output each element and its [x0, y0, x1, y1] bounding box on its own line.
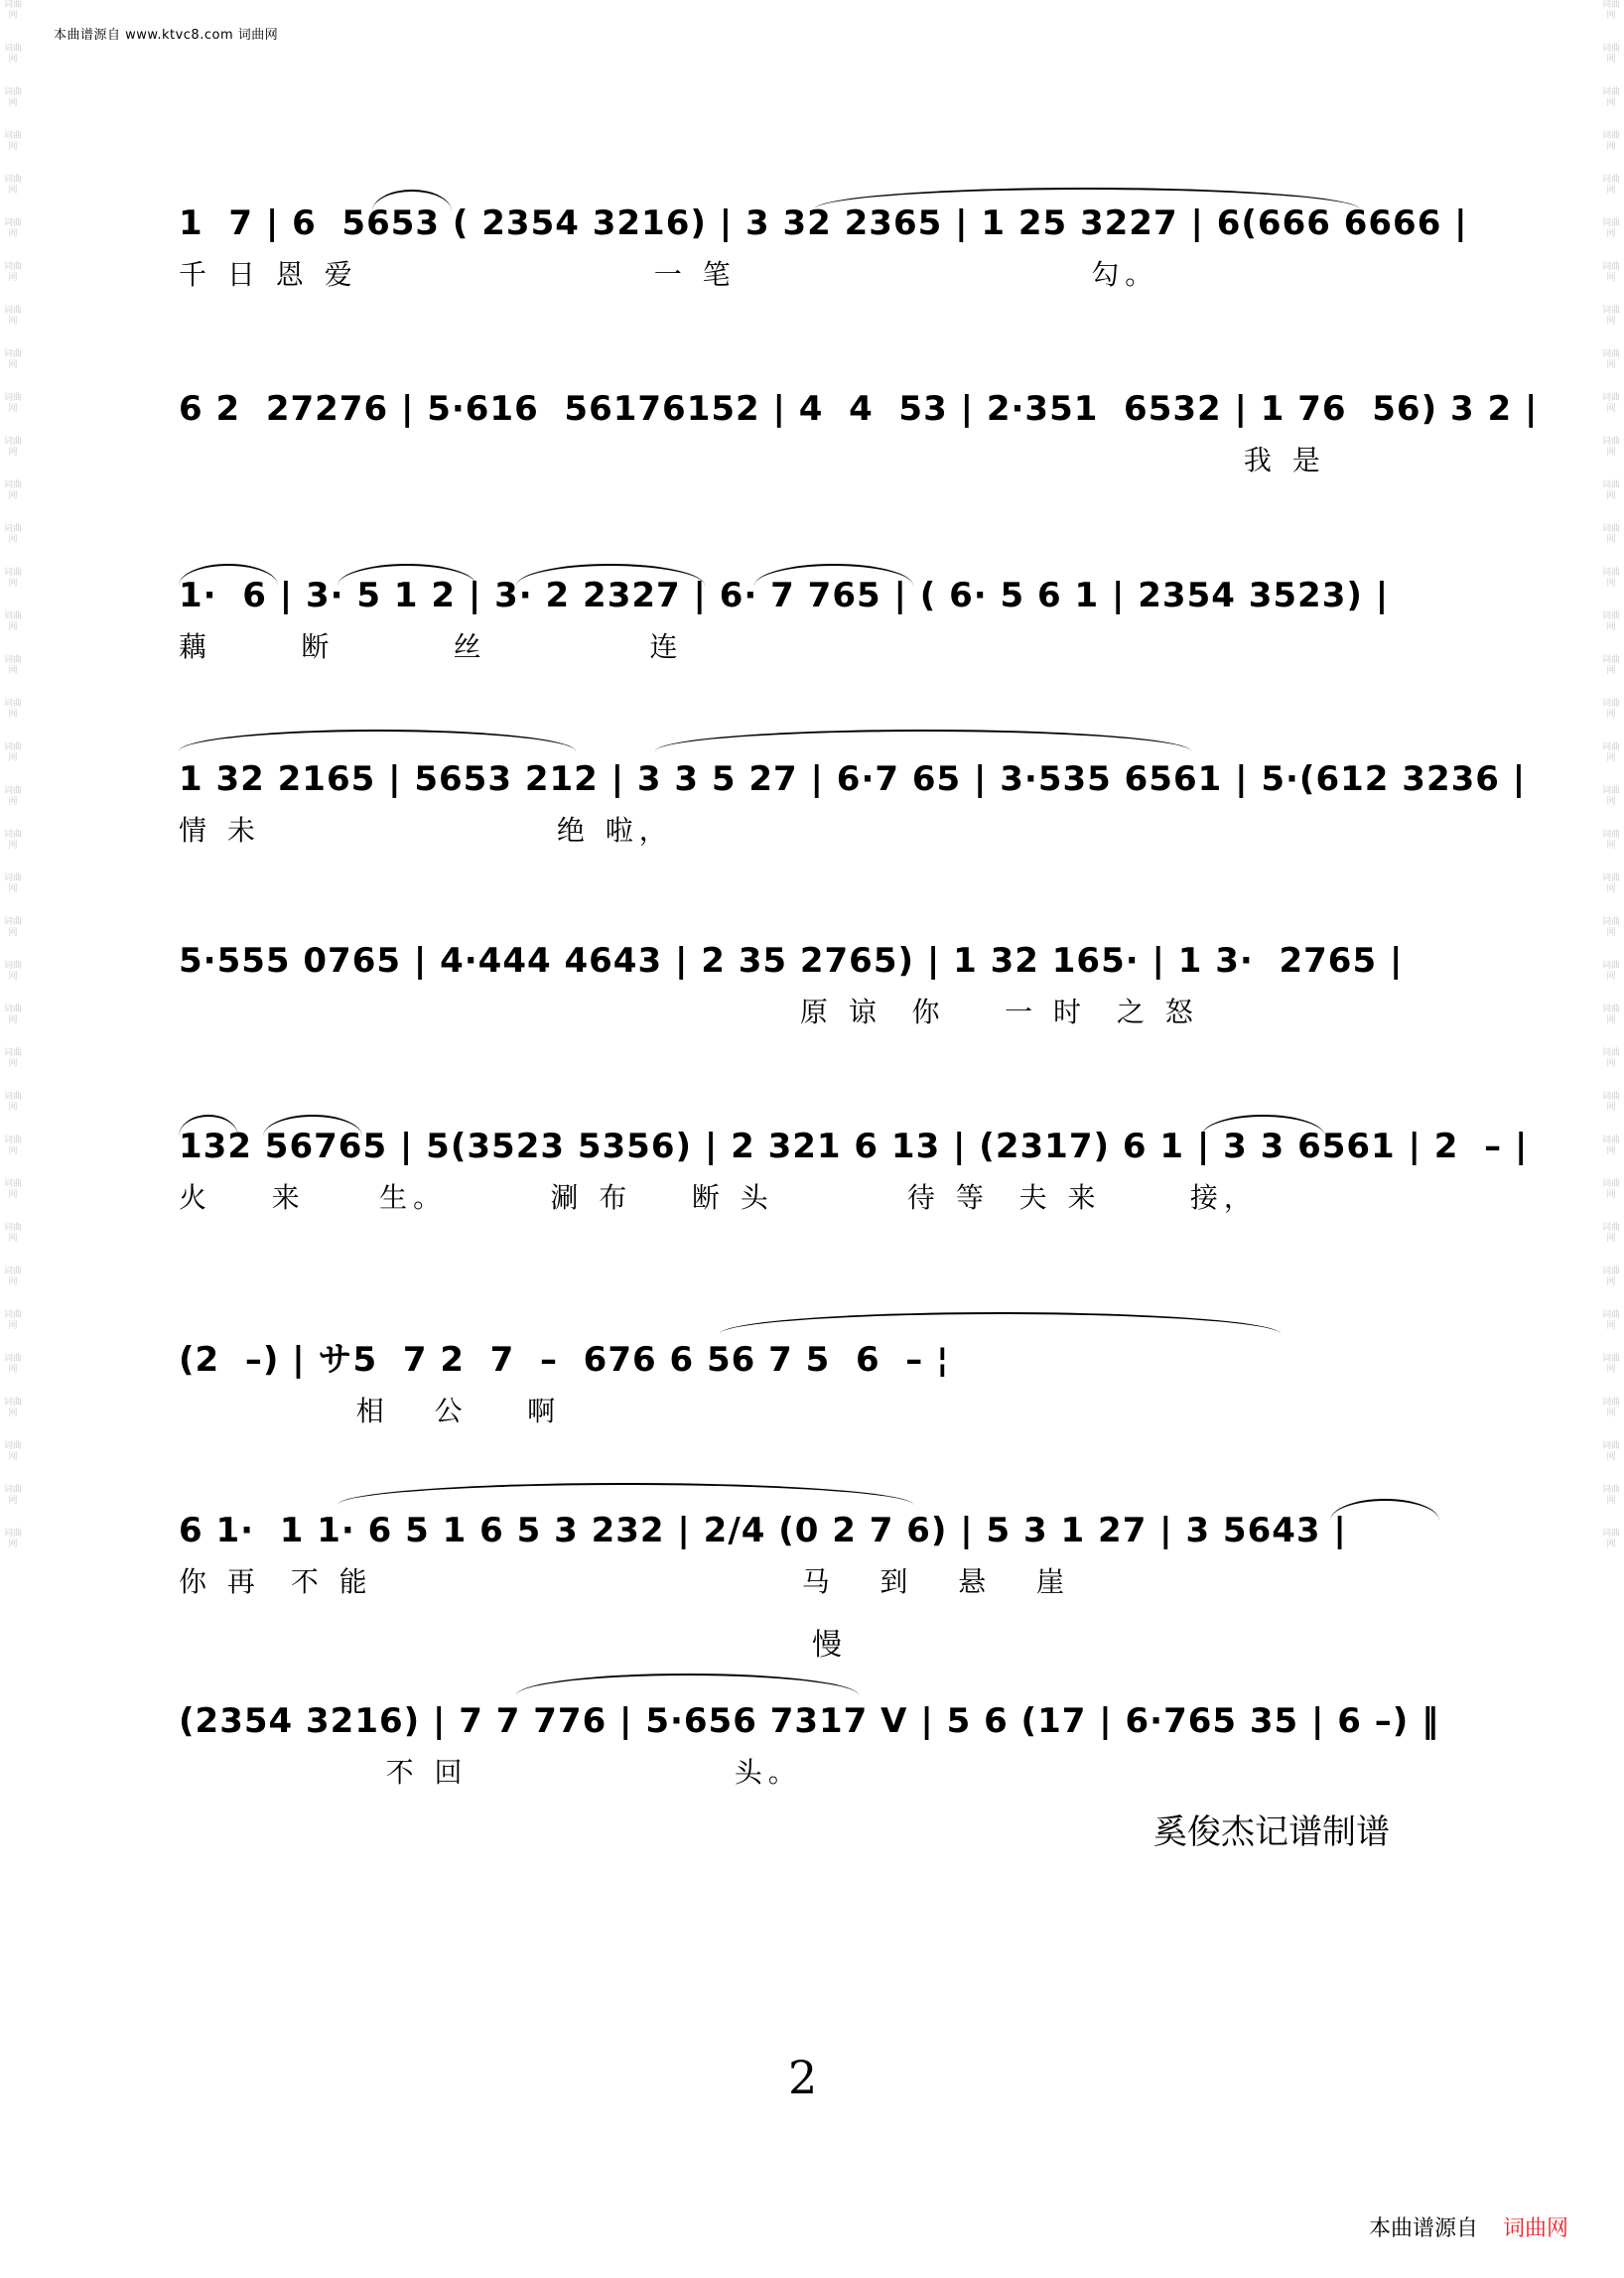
lyric-line: 藕 断 丝 连 — [179, 630, 684, 663]
watermark-text: 词曲网 — [1602, 437, 1620, 458]
score-system-6 — [179, 1117, 1529, 1226]
notation-line: 5·555 0765 | 4·444 4643 | 2 35 2765) | 1 32 165· | 1 3· 2765 | — [179, 941, 1404, 981]
watermark-text: 词曲网 — [1602, 1048, 1620, 1069]
watermark-text: 词曲网 — [4, 611, 22, 632]
watermark-text: 词曲网 — [1602, 1223, 1620, 1244]
lyric-line: 原 谅 你 一 时 之 怒 — [179, 996, 1199, 1028]
watermark-text: 词曲网 — [1602, 1267, 1620, 1287]
watermark-text: 词曲网 — [4, 1529, 22, 1549]
watermark-text: 词曲网 — [1602, 87, 1620, 108]
watermark-text: 词曲网 — [1602, 1179, 1620, 1200]
watermark-text: 词曲网 — [1602, 131, 1620, 152]
watermark-text: 词曲网 — [4, 175, 22, 196]
lyric-line: 你 再 不 能 马 到 悬 崖 — [179, 1565, 1070, 1598]
score-system-4 — [179, 749, 1527, 859]
watermark-text: 词曲网 — [4, 830, 22, 851]
watermark-text: 词曲网 — [1602, 1441, 1620, 1462]
score-system-3 — [179, 566, 1447, 675]
watermark-text: 词曲网 — [4, 742, 22, 763]
watermark-text: 词曲网 — [4, 1398, 22, 1418]
watermark-text: 词曲网 — [1602, 524, 1620, 545]
lyric-line: 我 是 — [179, 444, 1326, 476]
watermark-text: 词曲网 — [4, 1354, 22, 1375]
watermark-text: 词曲网 — [4, 44, 22, 65]
watermark-text: 词曲网 — [4, 393, 22, 414]
watermark-text: 词曲网 — [4, 262, 22, 283]
slur — [655, 730, 1191, 751]
watermark-text: 词曲网 — [1602, 393, 1620, 414]
watermark-text: 词曲网 — [4, 349, 22, 370]
watermark-text: 词曲网 — [1602, 830, 1620, 851]
watermark-strip-left — [4, 0, 22, 2278]
notation-line: (2354 3216) | 7 7 776 | 5·656 7317 V | 5 6 (17 | 6·765 35 | 6 –) ‖ — [179, 1701, 1440, 1741]
watermark-text: 词曲网 — [4, 1485, 22, 1506]
watermark-text: 词曲网 — [4, 480, 22, 501]
watermark-strip-right — [1602, 0, 1620, 2278]
lyric-line: 火 来 生。 涮 布 断 头 待 等 夫 来 接， — [179, 1181, 1258, 1214]
watermark-text: 词曲网 — [1602, 218, 1620, 239]
watermark-text: 词曲网 — [1602, 262, 1620, 283]
watermark-text: 词曲网 — [1602, 0, 1620, 21]
watermark-text: 词曲网 — [4, 786, 22, 807]
footer-brand-link[interactable]: 词曲网 — [1502, 2216, 1568, 2241]
watermark-text: 词曲网 — [4, 131, 22, 152]
transcriber-credit: 奚俊杰记谱制谱 — [1153, 1812, 1390, 1852]
score-system-8 — [179, 1501, 1447, 1610]
watermark-text: 词曲网 — [1602, 1005, 1620, 1025]
watermark-text: 词曲网 — [1602, 1310, 1620, 1331]
watermark-text: 词曲网 — [1602, 306, 1620, 327]
lyric-line: 千 日 恩 爱 一 笔 勾。 — [179, 258, 1159, 291]
notation-line: (2 –) | サ5 7 2 7 – 676 6 56 7 5 6 – ¦ — [179, 1340, 950, 1380]
page-number: 2 — [788, 2051, 818, 2104]
tempo-mark: 慢 — [812, 1628, 842, 1663]
notation-line: 6 1· 1 1· 6 5 1 6 5 3 232 | 2/4 (0 2 7 6) | 5 3 1 27 | 3 5643 | — [179, 1511, 1347, 1550]
watermark-text: 词曲网 — [1602, 480, 1620, 501]
footer — [1369, 2211, 1568, 2242]
watermark-text: 词曲网 — [4, 655, 22, 676]
watermark-text: 词曲网 — [4, 1005, 22, 1025]
watermark-text: 词曲网 — [1602, 175, 1620, 196]
watermark-text: 词曲网 — [1602, 961, 1620, 982]
watermark-text: 词曲网 — [1602, 655, 1620, 676]
watermark-text: 词曲网 — [4, 1048, 22, 1069]
watermark-text: 词曲网 — [4, 306, 22, 327]
notation-line: 1· 6 | 3· 5 1 2 | 3· 2 2327 | 6· 7 765 | ( 6· 5 6 1 | 2354 3523) | — [179, 576, 1390, 615]
watermark-text: 词曲网 — [1602, 1485, 1620, 1506]
watermark-text: 词曲网 — [1602, 568, 1620, 589]
watermark-text: 词曲网 — [4, 1092, 22, 1113]
lyric-line: 相 公 啊 — [179, 1395, 562, 1427]
watermark-text: 词曲网 — [4, 917, 22, 938]
notation-line: 1 32 2165 | 5653 212 | 3 3 5 27 | 6·7 65 | 3·535 6561 | 5·(612 3236 | — [179, 759, 1527, 799]
watermark-text: 词曲网 — [4, 568, 22, 589]
watermark-text: 词曲网 — [1602, 873, 1620, 894]
score-system-5 — [179, 931, 1447, 1040]
watermark-text: 词曲网 — [4, 87, 22, 108]
watermark-text: 词曲网 — [4, 524, 22, 545]
footer-label: 本曲谱源自 — [1368, 2216, 1478, 2241]
watermark-text: 词曲网 — [4, 699, 22, 720]
watermark-text: 词曲网 — [1602, 917, 1620, 938]
watermark-text: 词曲网 — [1602, 1398, 1620, 1418]
watermark-text: 词曲网 — [1602, 611, 1620, 632]
watermark-text: 词曲网 — [4, 1179, 22, 1200]
watermark-text: 词曲网 — [1602, 699, 1620, 720]
watermark-text: 词曲网 — [1602, 1529, 1620, 1549]
lyric-line: 不 回 头。 — [179, 1756, 802, 1789]
watermark-text: 词曲网 — [4, 218, 22, 239]
score-system-7 — [179, 1330, 1447, 1439]
source-header: 本曲谱源自 www.ktvc8.com 词曲网 — [54, 28, 279, 43]
watermark-text: 词曲网 — [4, 437, 22, 458]
notation-line: 6 2 27276 | 5·616 56176152 | 4 4 53 | 2·351 6532 | 1 76 56) 3 2 | — [179, 389, 1539, 429]
lyric-line: 情 未 绝 啦， — [179, 814, 673, 847]
watermark-text: 词曲网 — [4, 1136, 22, 1156]
watermark-text: 词曲网 — [4, 1267, 22, 1287]
score-system-2 — [179, 379, 1539, 488]
watermark-text: 词曲网 — [4, 1310, 22, 1331]
watermark-text: 词曲网 — [1602, 742, 1620, 763]
watermark-text: 词曲网 — [1602, 349, 1620, 370]
watermark-text: 词曲网 — [1602, 1136, 1620, 1156]
watermark-text: 词曲网 — [4, 961, 22, 982]
notation-line: 132 56765 | 5(3523 5356) | 2 321 6 13 | (2317) 6 1 | 3 3 6561 | 2 – | — [179, 1127, 1529, 1166]
notation-line: 1 7 | 6 5653 ( 2354 3216) | 3 32 2365 | 1 25 3227 | 6(666 6666 | — [179, 203, 1468, 243]
watermark-text: 词曲网 — [4, 1441, 22, 1462]
watermark-text: 词曲网 — [1602, 786, 1620, 807]
watermark-text: 词曲网 — [4, 0, 22, 21]
score-system-1 — [179, 194, 1468, 303]
watermark-text: 词曲网 — [4, 873, 22, 894]
watermark-text: 词曲网 — [1602, 1092, 1620, 1113]
watermark-text: 词曲网 — [4, 1223, 22, 1244]
watermark-text: 词曲网 — [1602, 44, 1620, 65]
score-system-9 — [179, 1691, 1447, 1801]
slur — [179, 730, 576, 751]
watermark-text: 词曲网 — [1602, 1354, 1620, 1375]
